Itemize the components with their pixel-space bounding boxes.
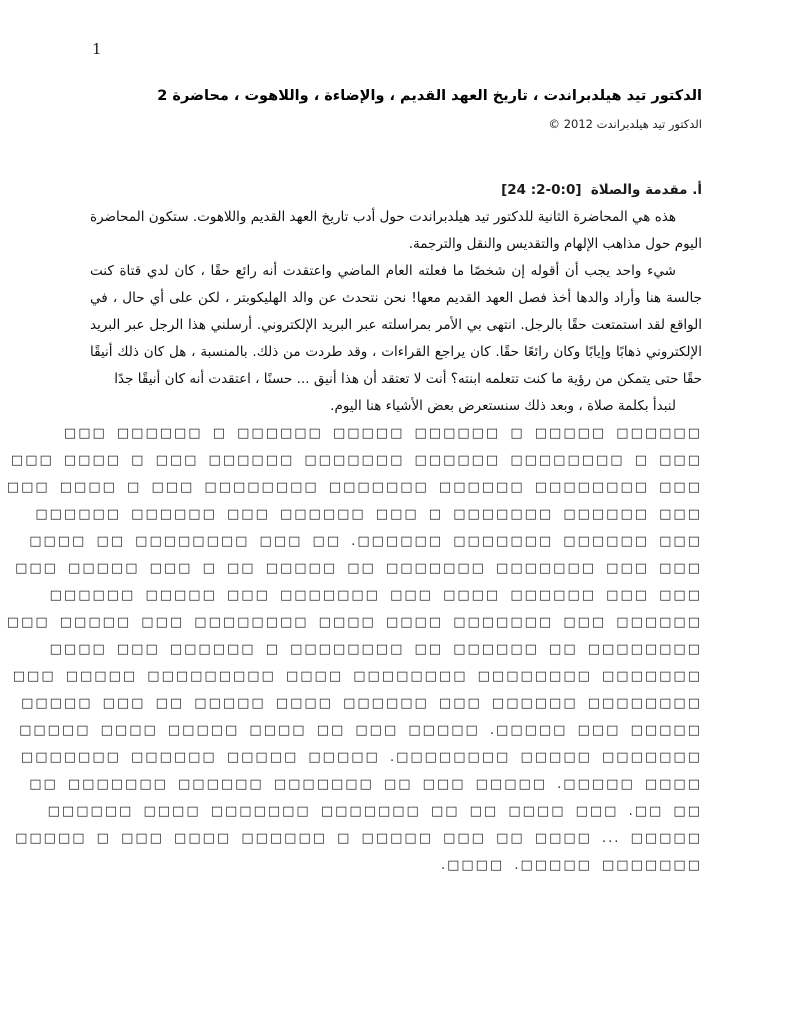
body-paragraphs: [90, 204, 702, 420]
missing-glyph-line: □□□□□ □□□ □□□□□. □□□□□ □□□ □□ □□□□ □□□□□ □□□□ □□□□□: [19, 722, 702, 738]
missing-glyph-line: □□□ □□□□□□ □□□□□□□ □ □□□ □□□□□□ □□□ □□□□□□ □□□□□□: [35, 506, 702, 522]
document-title: الدكتور تيد هيلدبراندت ، تاريخ العهد القديم ، والإضاءة ، واللاهوت ، محاضرة 2: [157, 88, 702, 104]
missing-glyph-line: □□□□□□□ □□□□□□□□ □□□□□□□□ □□□□ □□□□□□□□□ □□□□□ □□□: [12, 668, 702, 684]
missing-glyph-line: □□□ □ □□□□□□□□ □□□□□□ □□□□□□□ □□□□□□ □□□ □ □□□□ □□□: [10, 452, 702, 468]
missing-glyph-line: □□□□□□□ □□□□□ □□□□□□□□. □□□□□ □□□□□ □□□□□□ □□□□□□□: [20, 749, 702, 765]
missing-glyph-line: □□□ □□□ □□□□□□□ □□□□□□□ □□ □□□□□ □□ □ □□□ □□□□□ □□□: [15, 560, 702, 576]
missing-glyph-text-block: [6, 420, 702, 879]
missing-glyph-line: □□□ □□□□□□ □□□□□□□ □□□□□□. □□ □□□ □□□□□□□□ □□ □□□□: [29, 533, 702, 549]
section-heading-text: أ. مقدمة والصلاة: [590, 181, 702, 198]
missing-glyph-line: □□□ □□□□□□□□ □□□□□□ □□□□□□□ □□□□□□□□ □□□ □ □□□□ □□□: [6, 479, 702, 495]
section-timestamp: [0:0-2: 24]: [501, 181, 582, 198]
missing-glyph-line: □□□□□□□□ □□□□□□ □□□ □□□□□□ □□□□ □□□□□ □□ □□□ □□□□□: [21, 695, 702, 711]
missing-glyph-line: □□□ □□□ □□□□□□ □□□□ □□□ □□□□□□□ □□□ □□□□□ □□□□□□: [49, 587, 702, 603]
missing-glyph-line: □□□□□□□□ □□ □□□□□□ □□ □□□□□□□□ □ □□□□□□ □□□ □□□□: [49, 641, 702, 657]
body-paragraph: لنبدأ بكلمة صلاة ، وبعد ذلك سنستعرض بعض الأشياء هنا اليوم.: [330, 397, 676, 414]
body-paragraph: هذه هي المحاضرة الثانية للدكتور تيد هيلدبراندت حول أدب تاريخ العهد القديم واللاهوت. ستكون المحاضرة اليوم حول مذاهب الإلهام والتقديس والنقل والترجمة.: [90, 208, 702, 252]
page-number: 1: [92, 40, 102, 58]
page-content: [6, 86, 702, 879]
missing-glyph-line: □□□□□□□ □□□□□. □□□□.: [440, 857, 702, 873]
missing-glyph-line: □□□□□□ □□□□□ □ □□□□□□ □□□□□ □□□□□□ □ □□□□□□ □□□: [63, 425, 702, 441]
missing-glyph-line: □□□□ □□□□□. □□□□□ □□□ □□ □□□□□□□ □□□□□□ □□□□□□□ □□: [29, 776, 702, 792]
missing-glyph-line: □□ □□. □□□ □□□□ □□ □□ □□□□□□□ □□□□□□□ □□□□ □□□□□□: [47, 803, 702, 819]
body-paragraph: شيء واحد يجب أن أقوله إن شخصًا ما فعلته العام الماضي واعتقدت أنه رائع حقًا ، كان لدي قتاة كنت جالسة هنا وأراد والدها أخذ فصل العهد القديم معها! نحن نتحدث عن والد الهليكوبتر ، لكن على أي حال ، في الواقع لقد استمتعت حقًا بالرجل. انتهى بي الأمر بمراسلته عبر البريد الإلكتروني. أرسلني هذا الرجل عبر البريد الإلكتروني ذهابًا وإيابًا وكان رائعًا حقًا. كان يراجع القراءات ، وقد طردت من ذلك. بالمنسبة ، هل كان ذلك أنيقًا حقًا حتى يتمكن من رؤية ما كنت تتعلمه ابنته؟ أنت لا تعتقد أن هذا أنيق ... حسنًا ، اعتقدت أنه كان أنيقًا جدًا: [90, 262, 702, 387]
missing-glyph-line: □□□□□ ... □□□□ □□ □□□ □□□□□ □ □□□□□□ □□□□ □□□ □ □□□□□: [15, 830, 702, 846]
missing-glyph-line: □□□□□□ □□□ □□□□□□□ □□□□ □□□□ □□□□□□□□ □□□ □□□□□ □□□: [6, 614, 702, 630]
copyright-line: الدكتور تيد هيلدبراندت 2012 ©: [548, 116, 702, 131]
section-heading: [90, 177, 702, 204]
